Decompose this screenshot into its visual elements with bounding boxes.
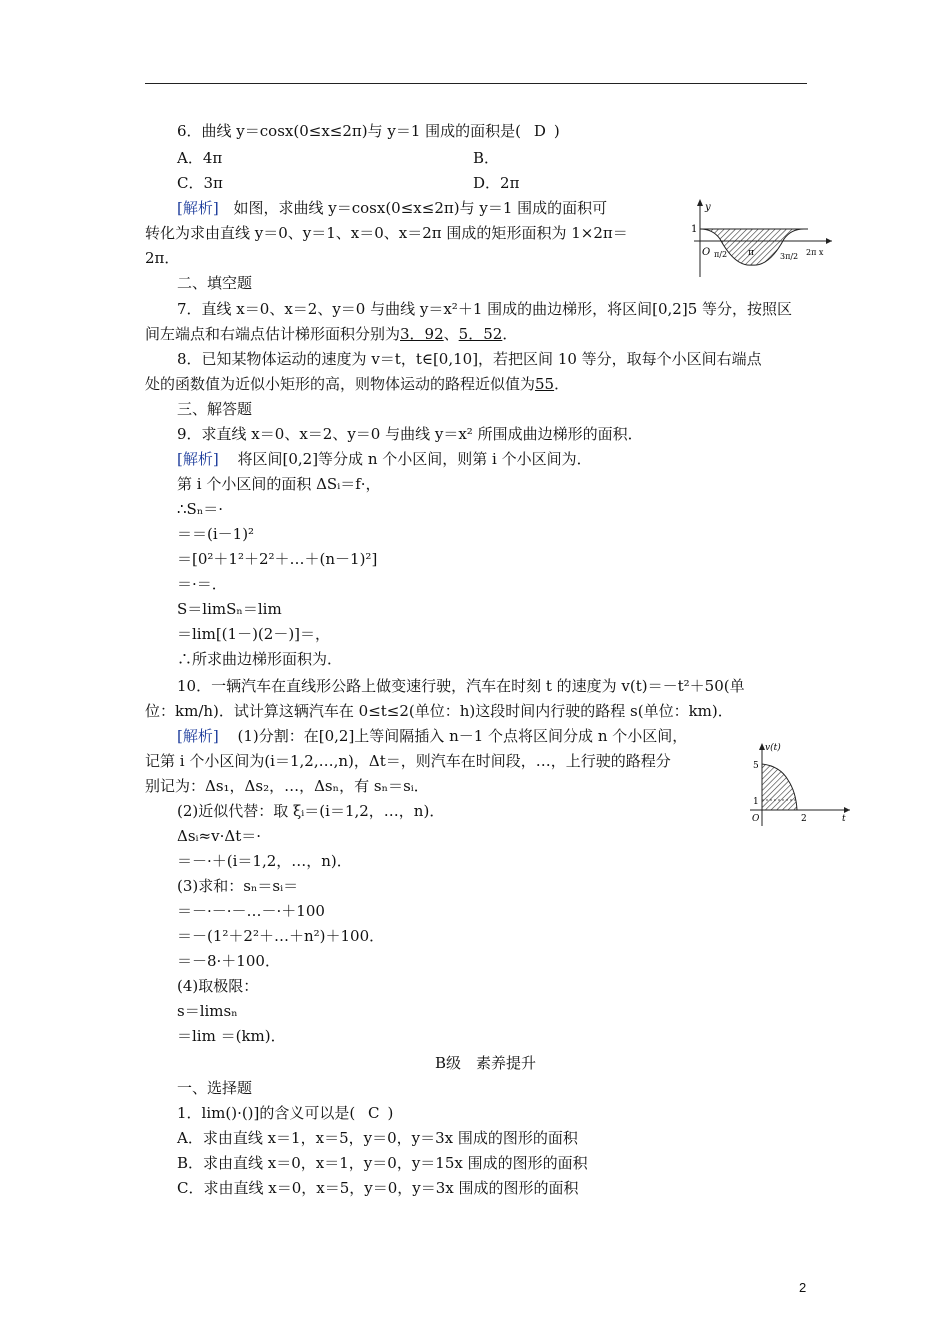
section-choice: 一、选择题 xyxy=(177,1079,253,1097)
q9-solution-8: ＝lim[(1－)(2－)]＝， xyxy=(177,625,331,643)
q9-solution-4: ＝＝(i－1)² xyxy=(177,525,255,543)
solution-tag: [解析] xyxy=(177,199,219,217)
q9-solution-9: ∴所求曲边梯形面积为． xyxy=(177,650,343,668)
q6-solution-line3: 2π． xyxy=(145,249,180,267)
fig-3pi2-label: 3π/2 xyxy=(780,252,799,261)
q9-solution-3: ∴Sₙ＝· xyxy=(177,500,224,518)
x-axis-arrow-icon xyxy=(844,807,850,813)
level-b-heading: B级 素养提升 xyxy=(435,1054,537,1072)
b1-stem: 1．lim()·()]的含义可以是( C ) xyxy=(177,1104,394,1122)
solution-tag: [解析] xyxy=(177,450,219,468)
fig-pi2-label: π/2 xyxy=(714,250,728,259)
q9-stem: 9．求直线 x＝0、x＝2、y＝0 与曲线 y＝x² 所围成曲边梯形的面积． xyxy=(177,425,643,443)
q10-line2: 位：km/h)．试计算这辆汽车在 0≤t≤2(单位：h)这段时间内行驶的路程 s(单位：km)． xyxy=(145,702,733,720)
q6-option-a: A．4π xyxy=(177,149,223,167)
q6-answer: D xyxy=(533,122,546,140)
q10-solution-8: ＝－·－·－…－·＋100 xyxy=(177,902,325,920)
q6-option-d: D．2π xyxy=(473,174,520,192)
fig-2pi-label: 2π x xyxy=(806,248,824,257)
q10-solution-7: (3)求和：sₙ＝sᵢ＝ xyxy=(177,877,299,895)
q6-option-c: C．3π xyxy=(177,174,223,192)
q6-solution-line2: 转化为求由直线 y＝0、y＝1、x＝0、x＝2π 围成的矩形面积为 1×2π＝ xyxy=(145,224,628,242)
b1-option-c: C．求由直线 x＝0，x＝5，y＝0，y＝3x 围成的图形的面积 xyxy=(177,1179,579,1197)
solution-tag: [解析] xyxy=(177,727,219,745)
q6-stem: 6．曲线 y＝cosx(0≤x≤2π)与 y＝1 围成的面积是( D ) xyxy=(177,122,560,140)
q8-line1: 8．已知某物体运动的速度为 v＝t，t∈[0,10]，若把区间 10 等分，取每个小区间右端点 xyxy=(177,350,762,368)
q8-answer: 55 xyxy=(535,375,555,393)
q9-solution-2: 第 i 个小区间的面积 ΔSᵢ＝f·， xyxy=(177,475,381,493)
q8-line2: 处的函数值为近似小矩形的高，则物体运动的路程近似值为55． xyxy=(145,375,570,393)
q7-line2: 间左端点和右端点估计梯形面积分别为3．92、5．52． xyxy=(145,325,518,343)
velocity-area-figure xyxy=(750,740,855,828)
q10-solution-11: (4)取极限： xyxy=(177,977,259,995)
b1-option-a: A．求由直线 x＝1，x＝5，y＝0，y＝3x 围成的图形的面积 xyxy=(177,1129,578,1147)
fig-one-label: 1 xyxy=(691,224,698,235)
q6-option-b: B． xyxy=(473,149,500,167)
q7-answer-2: 5．52 xyxy=(458,325,503,343)
fig-vt-label: v(t) xyxy=(765,743,781,753)
q10-solution-12: s＝limsₙ xyxy=(177,1002,238,1020)
header-rule xyxy=(145,83,807,84)
q10-solution-13: ＝lim ＝(km)． xyxy=(177,1027,286,1045)
q10-solution-2: 记第 i 个小区间为(i＝1,2,…,n)，Δt＝，则汽车在时间段，…，上行驶的路程分 xyxy=(145,752,671,770)
fig-five-label: 5 xyxy=(753,761,759,771)
q10-solution-4: (2)近似代替：取 ξᵢ＝(i＝1,2，…，n)． xyxy=(177,802,445,820)
section-solve: 三、解答题 xyxy=(177,400,253,418)
velocity-hatched-region xyxy=(762,764,797,810)
q9-solution-5: ＝[0²＋1²＋2²＋…＋(n－1)²] xyxy=(177,550,378,568)
section-fill-blank: 二、填空题 xyxy=(177,274,253,292)
b1-answer: C xyxy=(368,1104,380,1122)
q9-solution-7: S＝limSₙ＝lim xyxy=(177,600,282,618)
q7-answer-1: 3．92 xyxy=(400,325,444,343)
fig-origin-label: O xyxy=(702,247,711,258)
fig-origin-label: O xyxy=(752,814,760,824)
q9-solution-6: ＝·＝． xyxy=(177,575,227,593)
b1-option-b: B．求由直线 x＝0，x＝1，y＝0，y＝15x 围成的图形的面积 xyxy=(177,1154,588,1172)
x-axis-arrow-icon xyxy=(826,238,832,244)
q10-solution-9: ＝－(1²＋2²＋…＋n²)＋100． xyxy=(177,927,385,945)
q10-solution-3: 别记为：Δs₁，Δs₂，…，Δsₙ，有 sₙ＝sᵢ． xyxy=(145,777,429,795)
cosine-area-figure xyxy=(688,197,838,279)
q10-solution-1: [解析] (1)分割：在[0,2]上等间隔插入 n－1 个点将区间分成 n 个小区间， xyxy=(177,727,688,745)
fig-t-label: t xyxy=(842,814,846,824)
q9-solution-1: [解析] 将区间[0,2]等分成 n 个小区间，则第 i 个小区间为． xyxy=(177,450,592,468)
fig-y-label: y xyxy=(705,202,711,213)
q6-solution-line1: [解析] 如图，求曲线 y＝cosx(0≤x≤2π)与 y＝1 围成的面积可 xyxy=(177,199,608,217)
q10-solution-6: ＝－·＋(i＝1,2，…，n)． xyxy=(177,852,352,870)
q10-line1: 10．一辆汽车在直线形公路上做变速行驶，汽车在时刻 t 的速度为 v(t)＝－t²＋50(单 xyxy=(177,677,745,695)
q10-solution-5: Δsᵢ≈v·Δt＝· xyxy=(177,827,261,845)
fig-two-label: 2 xyxy=(801,814,807,824)
fig-pi-label: π xyxy=(748,248,754,258)
page-number: 2 xyxy=(799,1280,807,1295)
fig-one-label: 1 xyxy=(753,797,759,807)
y-axis-arrow-icon xyxy=(697,199,703,206)
q10-solution-10: ＝－8·＋100． xyxy=(177,952,280,970)
q7-line1: 7．直线 x＝0、x＝2、y＝0 与曲线 y＝x²＋1 围成的曲边梯形，将区间[0,2]5 等分，按照区 xyxy=(177,300,793,318)
